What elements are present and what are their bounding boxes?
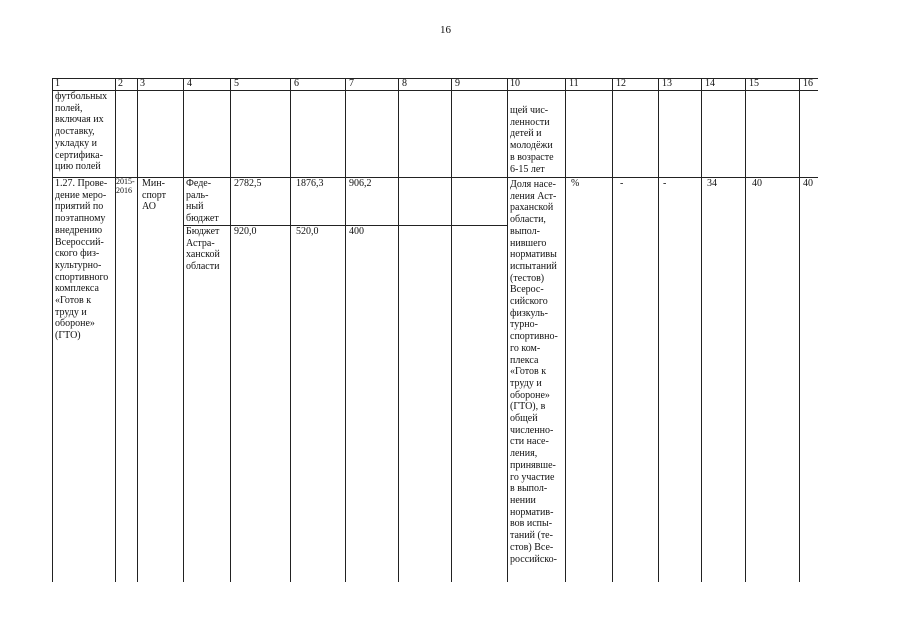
- amount-year2: 400: [349, 226, 364, 237]
- header-cell: 7: [349, 78, 354, 89]
- funding-source: Бюджет Астра- ханской области: [186, 226, 220, 273]
- amount-total: 920,0: [234, 226, 257, 237]
- header-cell: 8: [402, 78, 407, 89]
- column-divider: [451, 78, 452, 582]
- header-cell: 14: [705, 78, 715, 89]
- value-col14: 34: [707, 178, 717, 189]
- header-cell: 13: [662, 78, 672, 89]
- column-divider: [230, 78, 231, 582]
- header-cell: 12: [616, 78, 626, 89]
- column-divider: [799, 78, 800, 582]
- header-cell: 16: [803, 78, 813, 89]
- column-divider: [701, 78, 702, 582]
- prev-row-name: футбольных полей, включая их доставку, укладку и сертифика- цию полей: [55, 91, 108, 173]
- header-divider: [52, 90, 818, 91]
- amount-year1: 1876,3: [296, 178, 324, 189]
- column-divider: [745, 78, 746, 582]
- prev-row-indicator: щей чис- ленности детей и молодёжи в возрасте 6-15 лет: [510, 105, 554, 175]
- column-divider: [658, 78, 659, 582]
- value-col12: -: [620, 178, 624, 189]
- value-col15: 40: [752, 178, 762, 189]
- header-cell: 6: [294, 78, 299, 89]
- header-cell: 11: [569, 78, 579, 89]
- header-cell: 15: [749, 78, 759, 89]
- column-divider: [612, 78, 613, 582]
- indicator-name: Доля насе- ления Аст- раханской области, выпол- нившего нормативы испытаний (тестов) Всерос- сийского физкуль- турно- спортивно- го ком- плекса «Готов к труду и обороне» (ГТО), в общей численно- сти насе- ления, принявше- го участие в выпол- нении норматив- вов испы- таний (те- стов) Все- российско-: [510, 179, 558, 565]
- amount-year1: 520,0: [296, 226, 319, 237]
- funding-source: Феде- раль- ный бюджет: [186, 178, 219, 225]
- header-cell: 1: [55, 78, 60, 89]
- value-col16: 40: [803, 178, 813, 189]
- header-cell: 9: [455, 78, 460, 89]
- subrow-divider: [183, 225, 507, 226]
- header-cell: 2: [118, 78, 123, 89]
- column-divider: [345, 78, 346, 582]
- measure-name: 1.27. Прове- дение меро- приятий по поэтапному внедрению Всероссий- ского физ- культурно- спортивного комплекса «Готов к труду и обороне» (ГТО): [55, 178, 109, 342]
- column-divider: [507, 78, 508, 582]
- header-cell: 5: [234, 78, 239, 89]
- table-border-left: [52, 78, 53, 582]
- column-divider: [565, 78, 566, 582]
- executor: Мин- спорт АО: [142, 178, 167, 213]
- value-col13: -: [663, 178, 667, 189]
- unit: %: [571, 178, 580, 189]
- header-cell: 4: [187, 78, 192, 89]
- amount-year2: 906,2: [349, 178, 372, 189]
- period: 2015- 2016: [116, 177, 135, 195]
- header-cell: 3: [140, 78, 145, 89]
- column-divider: [115, 78, 116, 582]
- data-table: [52, 78, 818, 582]
- column-divider: [137, 78, 138, 582]
- column-divider: [183, 78, 184, 582]
- table-border-top: [52, 78, 818, 79]
- page-number: 16: [440, 24, 451, 36]
- header-cell: 10: [510, 78, 520, 89]
- amount-total: 2782,5: [234, 178, 262, 189]
- column-divider: [290, 78, 291, 582]
- column-divider: [398, 78, 399, 582]
- row-divider: [52, 177, 818, 178]
